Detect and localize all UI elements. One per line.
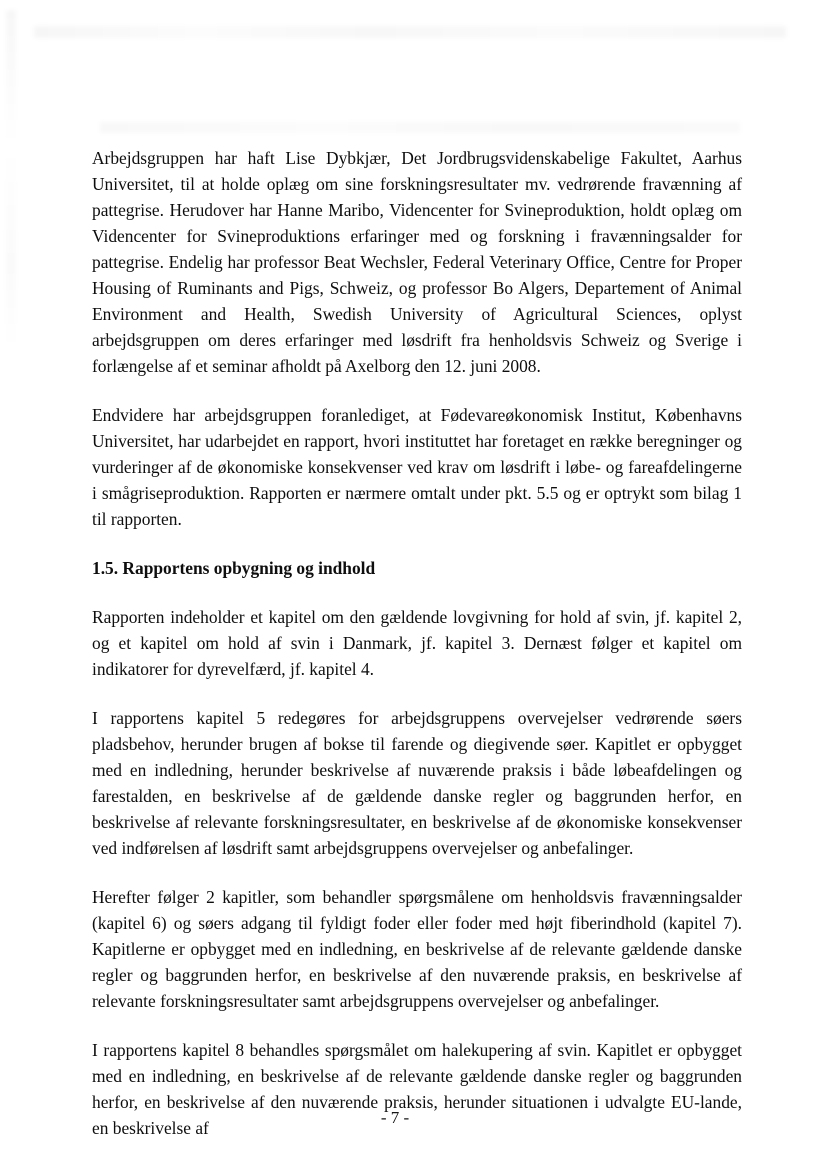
section-paragraph-2: I rapportens kapitel 5 redegøres for arbejdsgruppens overvejelser vedrørende søers pladsbehov, herunder brugen af bokse til farende og diegivende søer. Kapitlet er opbygget med en indledning, herunder beskrivelse af nuværende praksis i både løbeafdelingen og farestalden, en beskrivelse af de gældende danske regler og baggrunden herfor, en beskrivelse af relevante forskningsresultater, en beskrivelse af de økonomiske konsekvenser ved indførelsen af løsdrift samt arbejdsgruppens overvejelser og anbefalinger. bbox=[92, 708, 742, 858]
text-block bbox=[92, 145, 742, 1164]
section-heading: 1.5. Rapportens opbygning og indhold bbox=[92, 558, 376, 578]
section-paragraph-4: I rapportens kapitel 8 behandles spørgsmålet om halekupering af svin. Kapitlet er opbygget med en indledning, en beskrivelse af de relevante gældende danske regler og baggrunden herfor, en beskrivelse af den nuværende praksis, herunder situationen i udvalgte EU-lande, en beskrivelse af bbox=[92, 1040, 742, 1138]
section-paragraph-1: Rapporten indeholder et kapitel om den gældende lovgivning for hold af svin, jf. kapitel 2, og et kapitel om hold af svin i Danmark, jf. kapitel 3. Dernæst følger et kapitel om indikatorer for dyrevelfærd, jf. kapitel 4. bbox=[92, 607, 742, 679]
scan-edge-artifact bbox=[6, 10, 16, 350]
scan-bleedthrough-artifact bbox=[100, 122, 740, 133]
page-number: - 7 - bbox=[380, 1108, 410, 1127]
intro-paragraph-2: Endvidere har arbejdsgruppen foranlediget, at Fødevareøkonomisk Institut, Københavns Universitet, har udarbejdet en rapport, hvori instituttet har foretaget en række beregninger og vurderinger af de økonomiske konsekvenser ved krav om løsdrift i løbe- og fareafdelingerne i smågriseproduktion. Rapporten er nærmere omtalt under pkt. 5.5 og er optrykt som bilag 1 til rapporten. bbox=[92, 405, 742, 529]
scan-bleedthrough-artifact bbox=[34, 26, 786, 38]
section-paragraph-3: Herefter følger 2 kapitler, som behandler spørgsmålene om henholdsvis fravænningsalder (kapitel 6) og søers adgang til fyldigt foder eller foder med højt fiberindhold (kapitel 7). Kapitlerne er opbygget med en indledning, en beskrivelse af de relevante gældende danske regler og baggrunden herfor, en beskrivelse af den nuværende praksis, en beskrivelse af relevante forskningsresultater samt arbejdsgruppens overvejelser og anbefalinger. bbox=[92, 887, 742, 1011]
intro-paragraph-1: Arbejdsgruppen har haft Lise Dybkjær, Det Jordbrugsvidenskabelige Fakultet, Aarhus Universitet, til at holde oplæg om sine forskningsresultater mv. vedrørende fravænning af pattegrise. Herudover har Hanne Maribo, Videncenter for Svineproduktion, holdt oplæg om Videncenter for Svineproduktions erfaringer med og forskning i fravænningsalder for pattegrise. Endelig har professor Beat Wechsler, Federal Veterinary Office, Centre for Proper Housing of Ruminants and Pigs, Schweiz, og professor Bo Algers, Departement of Animal Environment and Health, Swedish University of Agricultural Sciences, oplyst arbejdsgruppen om deres erfaringer med løsdrift fra henholdsvis Schweiz og Sverige i forlængelse af et seminar afholdt på Axelborg den 12. juni 2008. bbox=[92, 148, 742, 376]
